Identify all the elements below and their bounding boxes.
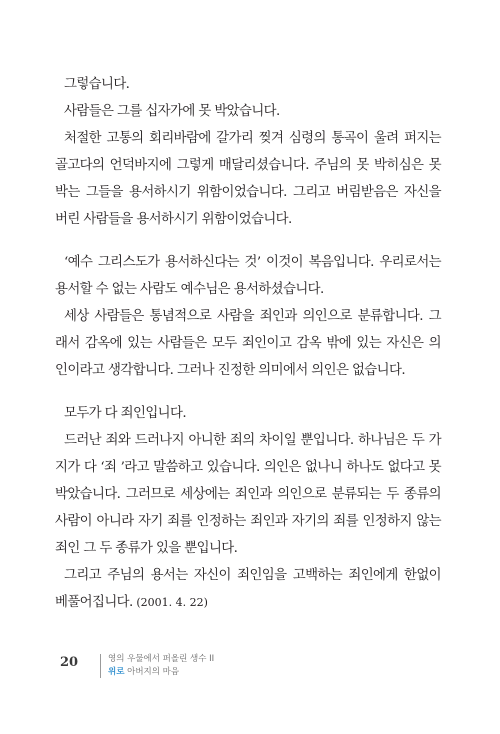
text-line [55, 565, 441, 587]
text-line [55, 538, 441, 560]
line-text: 죄인 그 두 종류가 있을 뿐입니다. [55, 541, 238, 556]
text-line [55, 128, 441, 150]
line-text: 그렇습니다. [64, 77, 130, 92]
line-text: 지가 다 ‘죄 ’라고 말씀하고 있습니다. 의인은 없나니 하나도 없다고 못 [55, 460, 441, 475]
text-line [55, 484, 441, 506]
line-text: 처절한 고통의 회리바람에 갈가리 찢겨 심령의 통곡이 울려 퍼지는 [64, 131, 441, 146]
line-text: 래서 감옥에 있는 사람들은 모두 죄인이고 감옥 밖에 있는 자신은 의 [55, 336, 441, 351]
line-text: 베풀어집니다. [55, 595, 133, 610]
text-line [55, 209, 441, 231]
line-text: 모두가 다 죄인입니다. [64, 406, 186, 421]
line-text: 골고다의 언덕바지에 그렇게 매달리셨습니다. 주님의 못 박히심은 못 [55, 158, 441, 173]
line-text: 사람이 아니라 자기 죄를 인정하는 죄인과 자기의 죄를 인정하지 않는 [55, 514, 441, 529]
text-line [55, 182, 441, 204]
line-text: 박는 그들을 용서하시기 위함이었습니다. 그리고 버림받음은 자신을 [55, 185, 441, 200]
chapter-accent-label: 위로 [108, 667, 125, 677]
footer-divider [100, 654, 101, 678]
text-line [55, 101, 441, 123]
page-footer [60, 652, 360, 682]
line-text: 박았습니다. 그러므로 세상에는 죄인과 의인으로 분류되는 두 종류의 [55, 487, 441, 502]
text-line [55, 511, 441, 533]
line-text: 그리고 주님의 용서는 자신이 죄인임을 고백하는 죄인에게 한없이 [64, 568, 441, 583]
line-text: 사람들은 그를 십자가에 못 박았습니다. [64, 104, 280, 119]
text-line [55, 403, 441, 425]
line-text: 세상 사람들은 통념적으로 사람을 죄인과 의인으로 분류합니다. 그 [64, 309, 441, 324]
text-line [55, 457, 441, 479]
running-chapter-title [108, 665, 179, 677]
text-line [55, 333, 441, 355]
chapter-title-rest: 아버지의 마음 [124, 667, 180, 677]
line-text: 버린 사람들을 용서하시기 위함이었습니다. [55, 212, 292, 227]
text-line [55, 592, 441, 614]
line-text: ‘예수 그리스도가 용서하신다는 것’ 이것이 복음입니다. 우리로서는 [64, 255, 441, 270]
line-text: 인이라고 생각합니다. 그러나 진정한 의미에서 의인은 없습니다. [55, 363, 405, 378]
text-line [55, 430, 441, 452]
text-line [55, 252, 441, 274]
text-line [55, 306, 441, 328]
date-stamp: (2001. 4. 22) [136, 596, 208, 609]
running-book-title: 영의 우물에서 퍼올린 생수 II [108, 654, 215, 664]
page-number: 20 [60, 655, 79, 670]
text-line [55, 360, 441, 382]
line-text: 용서할 수 없는 사람도 예수님은 용서하셨습니다. [55, 282, 324, 297]
line-text: 드러난 죄와 드러나지 아니한 죄의 차이일 뿐입니다. 하나님은 두 가 [64, 433, 441, 448]
text-line [55, 155, 441, 177]
text-line [55, 74, 441, 96]
text-line [55, 279, 441, 301]
